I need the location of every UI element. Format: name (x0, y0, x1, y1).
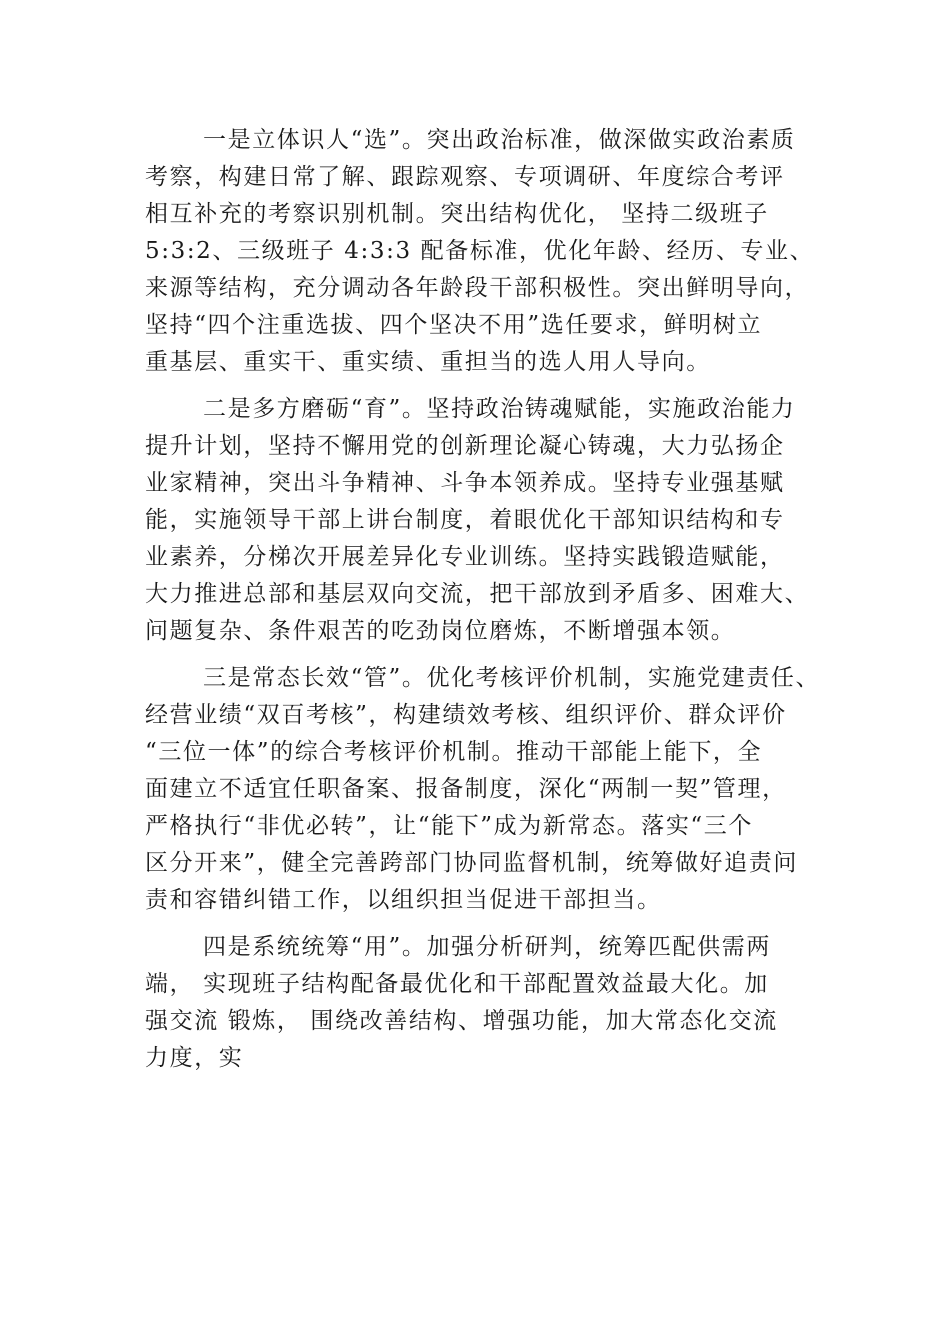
text-line: 提升计划，坚持不懈用党的创新理论凝心铸魂，大力弘扬企 (145, 433, 785, 459)
text-line: “三位一体”的综合考核评价机制。推动干部能上能下，全 (145, 739, 763, 765)
text-line: 能，实施领导干部上讲台制度，着眼优化干部知识结构和专 (145, 507, 785, 533)
paragraph-utilization (145, 929, 815, 1077)
text-line: 坚持“四个注重选拔、四个坚决不用”选任要求，鲜明树立 (145, 312, 763, 338)
text-line: 重基层、重实干、重实绩、重担当的选人用人导向。 (145, 349, 711, 375)
text-line: 四是系统统筹“用”。加强分析研判，统筹匹配供需两 (203, 934, 771, 960)
text-line: 三是常态长效“管”。优化考核评价机制，实施党建责任、 (203, 665, 821, 691)
text-line: 业素养，分梯次开展差异化专业训练。坚持实践锻造赋能， (145, 544, 785, 570)
text-line: 业家精神，突出斗争精神、斗争本领养成。坚持专业强基赋 (145, 470, 785, 496)
text-line: 面建立不适宜任职备案、报备制度，深化“两制一契”管理， (145, 776, 787, 802)
text-line: 一是立体识人“选”。突出政治标准，做深做实政治素质 (203, 127, 796, 153)
text-line: 端， 实现班子结构配备最优化和干部配置效益最大化。加 (145, 971, 769, 997)
paragraph-selection (145, 122, 815, 381)
document-body (145, 122, 821, 1087)
text-line: 责和容错纠错工作，以组织担当促进干部担当。 (145, 887, 662, 913)
paragraph-management (145, 660, 821, 919)
text-line: 力度，实 (145, 1045, 244, 1071)
text-line: 经营业绩“双百考核”，构建绩效考核、组织评价、群众评价 (145, 702, 787, 728)
text-line: 5:3:2、三级班子 4:3:3 配备标准，优化年龄、经历、专业、 (145, 238, 815, 264)
text-line: 来源等结构，充分调动各年龄段干部积极性。突出鲜明导向， (145, 275, 810, 301)
text-line: 问题复杂、条件艰苦的吃劲岗位磨炼，不断增强本领。 (145, 618, 736, 644)
text-line: 相互补充的考察识别机制。突出结构优化， 坚持二级班子 (145, 201, 769, 227)
text-line: 二是多方磨砺“育”。坚持政治铸魂赋能，实施政治能力 (203, 396, 796, 422)
paragraph-cultivation (145, 391, 815, 650)
text-line: 考察，构建日常了解、跟踪观察、专项调研、年度综合考评 (145, 164, 785, 190)
text-line: 区分开来”，健全完善跨部门协同监督机制，统筹做好追责问 (145, 850, 798, 876)
text-line: 大力推进总部和基层双向交流，把干部放到矛盾多、困难大、 (145, 581, 810, 607)
text-line: 强交流 锻炼， 围绕改善结构、增强功能，加大常态化交流 (145, 1008, 778, 1034)
text-line: 严格执行“非优必转”，让“能下”成为新常态。落实“三个 (145, 813, 753, 839)
